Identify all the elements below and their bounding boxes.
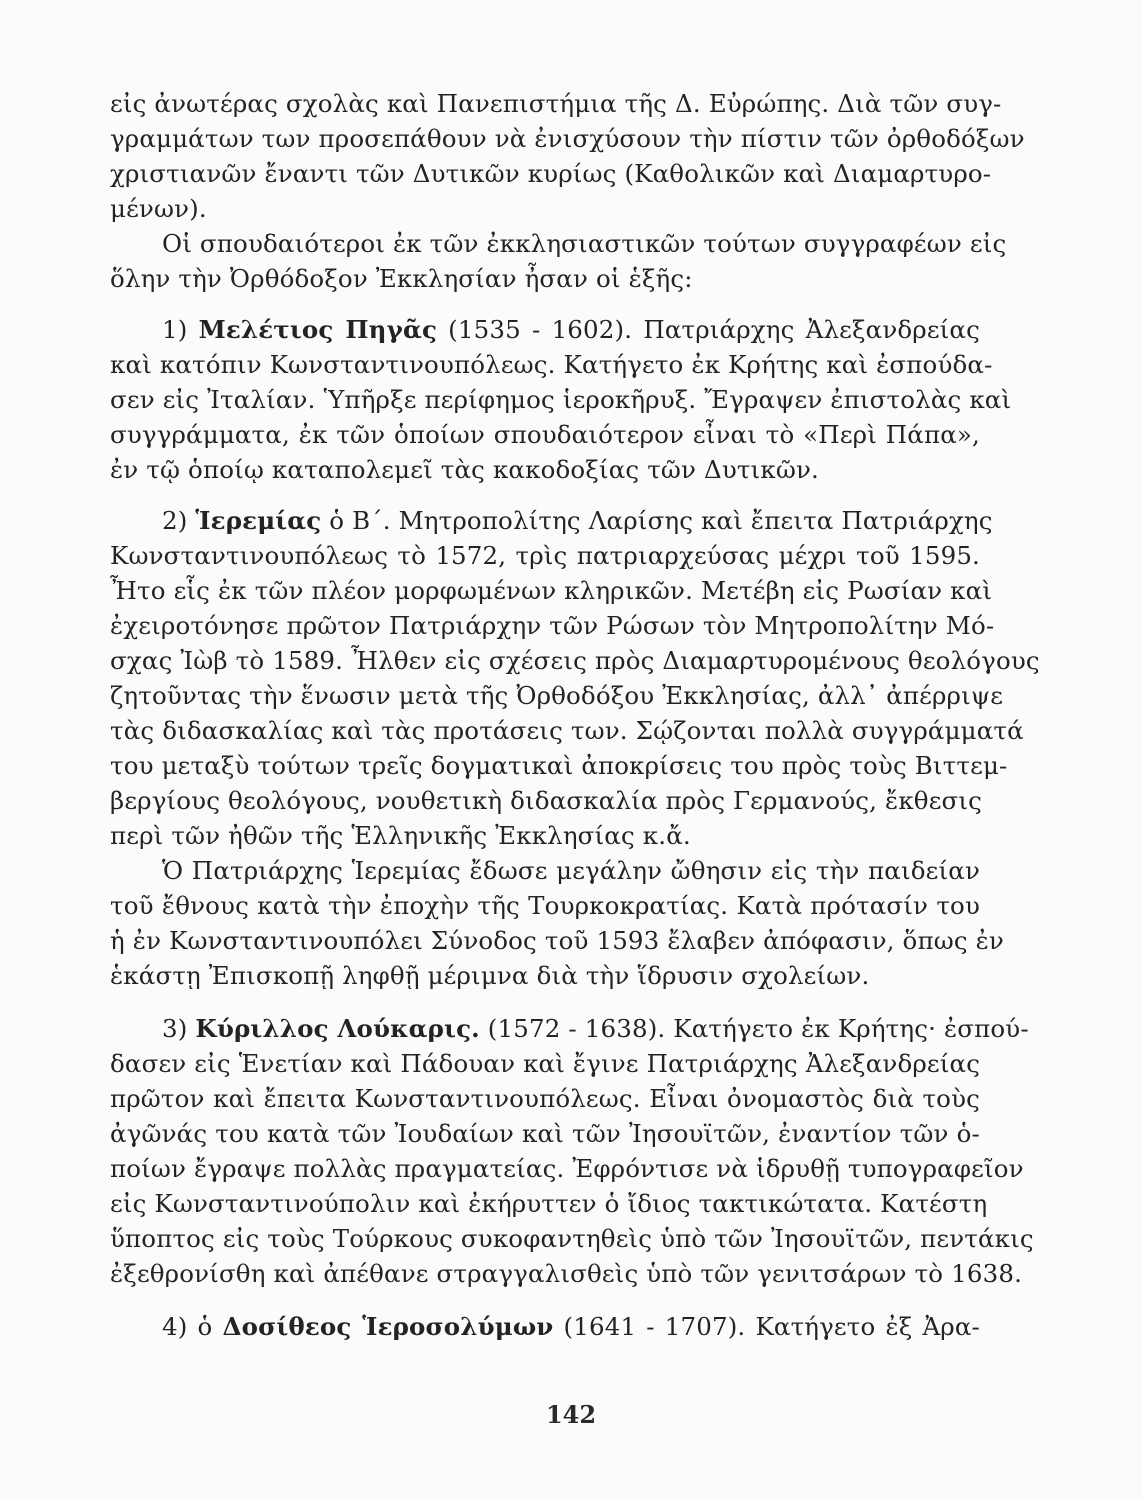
text-line: συγγράμματα, ἐκ τῶν ὁποίων σπουδαιότερον εἶναι τὸ «Περὶ Πάπα», (110, 420, 980, 449)
text-line: εἰς Κωνσταντινούπολιν καὶ ἐκήρυττεν ὁ ἴδιος τακτικώτατα. Κατέστη (110, 1189, 988, 1218)
text-line: ποίων ἔγραψε πολλὰς πραγματείας. Ἐφρόντισε νὰ ἱδρυθῇ τυπογραφεῖον (110, 1154, 1024, 1183)
text-line: Κωνσταντινουπόλεως τὸ 1572, τρὶς πατριαρχεύσας μέχρι τοῦ 1595. (110, 541, 980, 570)
text-line: Ὁ Πατριάρχης Ἱερεμίας ἔδωσε μεγάλην ὤθησιν εἰς τὴν παιδείαν (162, 856, 980, 885)
text-line: Ἦτο εἷς ἐκ τῶν πλέον μορφωμένων κληρικῶν. Μετέβη εἰς Ρωσίαν καὶ (110, 576, 993, 605)
text-line: ἐν τῷ ὁποίῳ καταπολεμεῖ τὰς κακοδοξίας τῶν Δυτικῶν. (110, 455, 819, 484)
text-line: τὰς διδασκαλίας καὶ τὰς προτάσεις των. Σῴζονται πολλὰ συγγράμματά (110, 716, 1024, 745)
text-line: σχας Ἰὼβ τὸ 1589. Ἦλθεν εἰς σχέσεις πρὸς Διαμαρτυρομένους θεολόγους (110, 646, 1040, 675)
entry-heading-line: 2) Ἱερεμίας ὁ Β΄. Μητροπολίτης Λαρίσης καὶ ἔπειτα Πατριάρχης (162, 506, 993, 535)
entry-name: Δοσίθεος Ἱεροσολύμων (222, 1312, 554, 1341)
entry-heading-line: 1) Μελέτιος Πηγᾶς (1535 - 1602). Πατριάρχης Ἀλεξανδρείας (162, 315, 980, 344)
text-line: μένων). (110, 194, 207, 223)
text-line: χριστιανῶν ἔναντι τῶν Δυτικῶν κυρίως (Καθολικῶν καὶ Διαμαρτυρο- (110, 159, 992, 188)
text-line: ἑκάστῃ Ἐπισκοπῇ ληφθῇ μέριμνα διὰ τὴν ἵδρυσιν σχολείων. (110, 961, 870, 990)
text-line: γραμμάτων των προσεπάθουν νὰ ἐνισχύσουν τὴν πίστιν τῶν ὀρθοδόξων (110, 124, 1025, 153)
entry-name: Κύριλλος Λούκαρις. (195, 1014, 480, 1043)
text-line: πρῶτον καὶ ἔπειτα Κωνσταντινουπόλεως. Εἶναι ὀνομαστὸς διὰ τοὺς (110, 1084, 980, 1113)
page-number: 142 (545, 1400, 597, 1429)
entry-heading-line: 4) ὁ Δοσίθεος Ἱεροσολύμων (1641 - 1707). Κατήγετο ἐξ Ἀρα- (162, 1312, 980, 1341)
text-line: ὅλην τὴν Ὀρθόδοξον Ἐκκλησίαν ἦσαν οἱ ἑξῆς: (110, 264, 693, 293)
entry-name: Ἱερεμίας (195, 506, 322, 535)
text-line: δασεν εἰς Ἑνετίαν καὶ Πάδουαν καὶ ἔγινε Πατριάρχης Ἀλεξανδρείας (110, 1049, 981, 1078)
text-line: καὶ κατόπιν Κωνσταντινουπόλεως. Κατήγετο ἐκ Κρήτης καὶ ἐσπούδα- (110, 350, 993, 379)
entry-heading-line: 3) Κύριλλος Λούκαρις. (1572 - 1638). Κατήγετο ἐκ Κρήτης· ἐσπού- (162, 1014, 1029, 1043)
text-line: ζητοῦντας τὴν ἕνωσιν μετὰ τῆς Ὀρθοδόξου Ἐκκλησίας, ἀλλ᾽ ἀπέρριψε (110, 681, 1004, 710)
text-line: βεργίους θεολόγους, νουθετικὴ διδασκαλία πρὸς Γερμανούς, ἔκθεσις (110, 786, 983, 815)
text-line: ἀγῶνάς του κατὰ τῶν Ἰουδαίων καὶ τῶν Ἰησουϊτῶν, ἐναντίον τῶν ὁ- (110, 1119, 980, 1148)
text-line: τοῦ ἔθνους κατὰ τὴν ἐποχὴν τῆς Τουρκοκρατίας. Κατὰ πρότασίν του (110, 891, 980, 920)
text-line: του μεταξὺ τούτων τρεῖς δογματικαὶ ἀποκρίσεις του πρὸς τοὺς Βιττεμ- (110, 751, 1008, 780)
text-line: ἐξεθρονίσθη καὶ ἀπέθανε στραγγαλισθεὶς ὑπὸ τῶν γενιτσάρων τὸ 1638. (110, 1259, 1023, 1288)
text-line: σεν εἰς Ἰταλίαν. Ὑπῆρξε περίφημος ἱεροκῆρυξ. Ἔγραψεν ἐπιστολὰς καὶ (110, 385, 1012, 414)
text-line: ὕποπτος εἰς τοὺς Τούρκους συκοφαντηθεὶς ὑπὸ τῶν Ἰησουϊτῶν, πεντάκις (110, 1224, 1034, 1253)
text-line: περὶ τῶν ἠθῶν τῆς Ἑλληνικῆς Ἐκκλησίας κ.ἄ. (110, 821, 691, 850)
text-line: εἰς ἀνωτέρας σχολὰς καὶ Πανεπιστήμια τῆς Δ. Εὐρώπης. Διὰ τῶν συγ- (110, 89, 1002, 118)
text-line: ἐχειροτόνησε πρῶτον Πατριάρχην τῶν Ρώσων τὸν Μητροπολίτην Μό- (110, 611, 995, 640)
text-line: ἡ ἐν Κωνσταντινουπόλει Σύνοδος τοῦ 1593 ἔλαβεν ἀπόφασιν, ὅπως ἐν (110, 926, 1004, 955)
entry-name: Μελέτιος Πηγᾶς (198, 315, 438, 344)
text-line: Οἱ σπουδαιότεροι ἐκ τῶν ἐκκλησιαστικῶν τούτων συγγραφέων εἰς (162, 229, 1007, 258)
